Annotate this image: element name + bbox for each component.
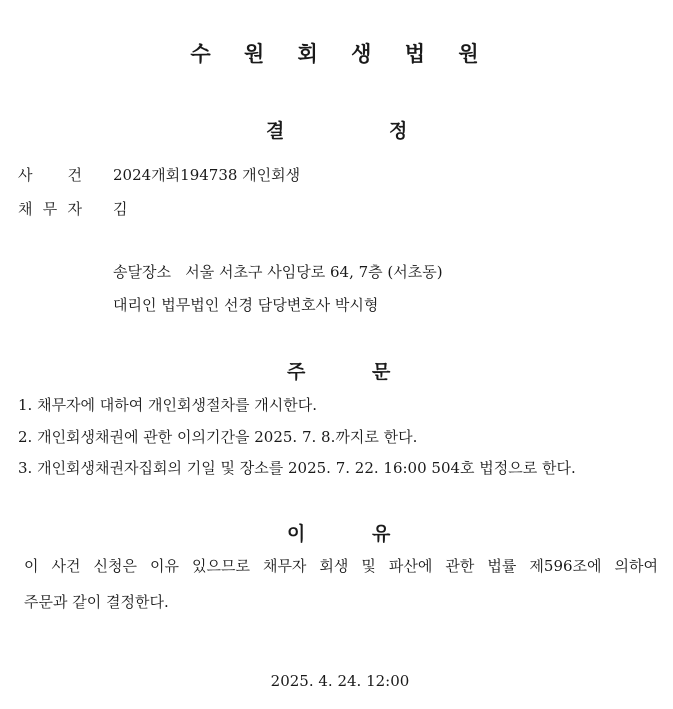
reason-line-1: 이 사건 신청은 이유 있으므로 채무자 회생 및 파산에 관한 법률 제596조에 의하여 [24, 557, 658, 575]
case-label-char-2: 건 [67, 166, 82, 184]
decision-title-right: 정 [389, 120, 408, 142]
debtor-label-char-1: 채 [18, 200, 33, 218]
court-name: 수 원 회 생 법 원 [190, 42, 483, 66]
legal-agent: 대리인 법무법인 선경 담당변호사 박시형 [113, 296, 379, 314]
debtor-label-char-2: 무 [42, 200, 58, 218]
decision-title-left: 결 [266, 120, 285, 142]
order-item-3: 3. 개인회생채권자집회의 기일 및 장소를 2025. 7. 22. 16:00 504호 법정으로 한다. [18, 459, 576, 477]
delivery-address: 송달장소 서울 서초구 사임당로 64, 7층 (서초동) [113, 263, 443, 281]
debtor-name: 김 [113, 200, 128, 218]
reason-title-left: 이 [287, 523, 306, 545]
debtor-label [18, 198, 82, 219]
reason-line-2: 주문과 같이 결정한다. [24, 593, 169, 611]
case-number: 2024개회194738 개인회생 [113, 166, 301, 184]
debtor-label-char-3: 자 [67, 200, 82, 218]
decision-date: 2025. 4. 24. 12:00 [270, 672, 410, 690]
order-title-right: 문 [372, 361, 391, 383]
order-item-1: 1. 채무자에 대하여 개인회생절차를 개시한다. [18, 396, 317, 414]
case-label-char-1: 사 [18, 166, 33, 184]
order-item-2: 2. 개인회생채권에 관한 이의기간을 2025. 7. 8.까지로 한다. [18, 428, 418, 446]
case-label [18, 164, 82, 185]
reason-title-right: 유 [372, 523, 391, 545]
order-title-left: 주 [287, 361, 306, 383]
